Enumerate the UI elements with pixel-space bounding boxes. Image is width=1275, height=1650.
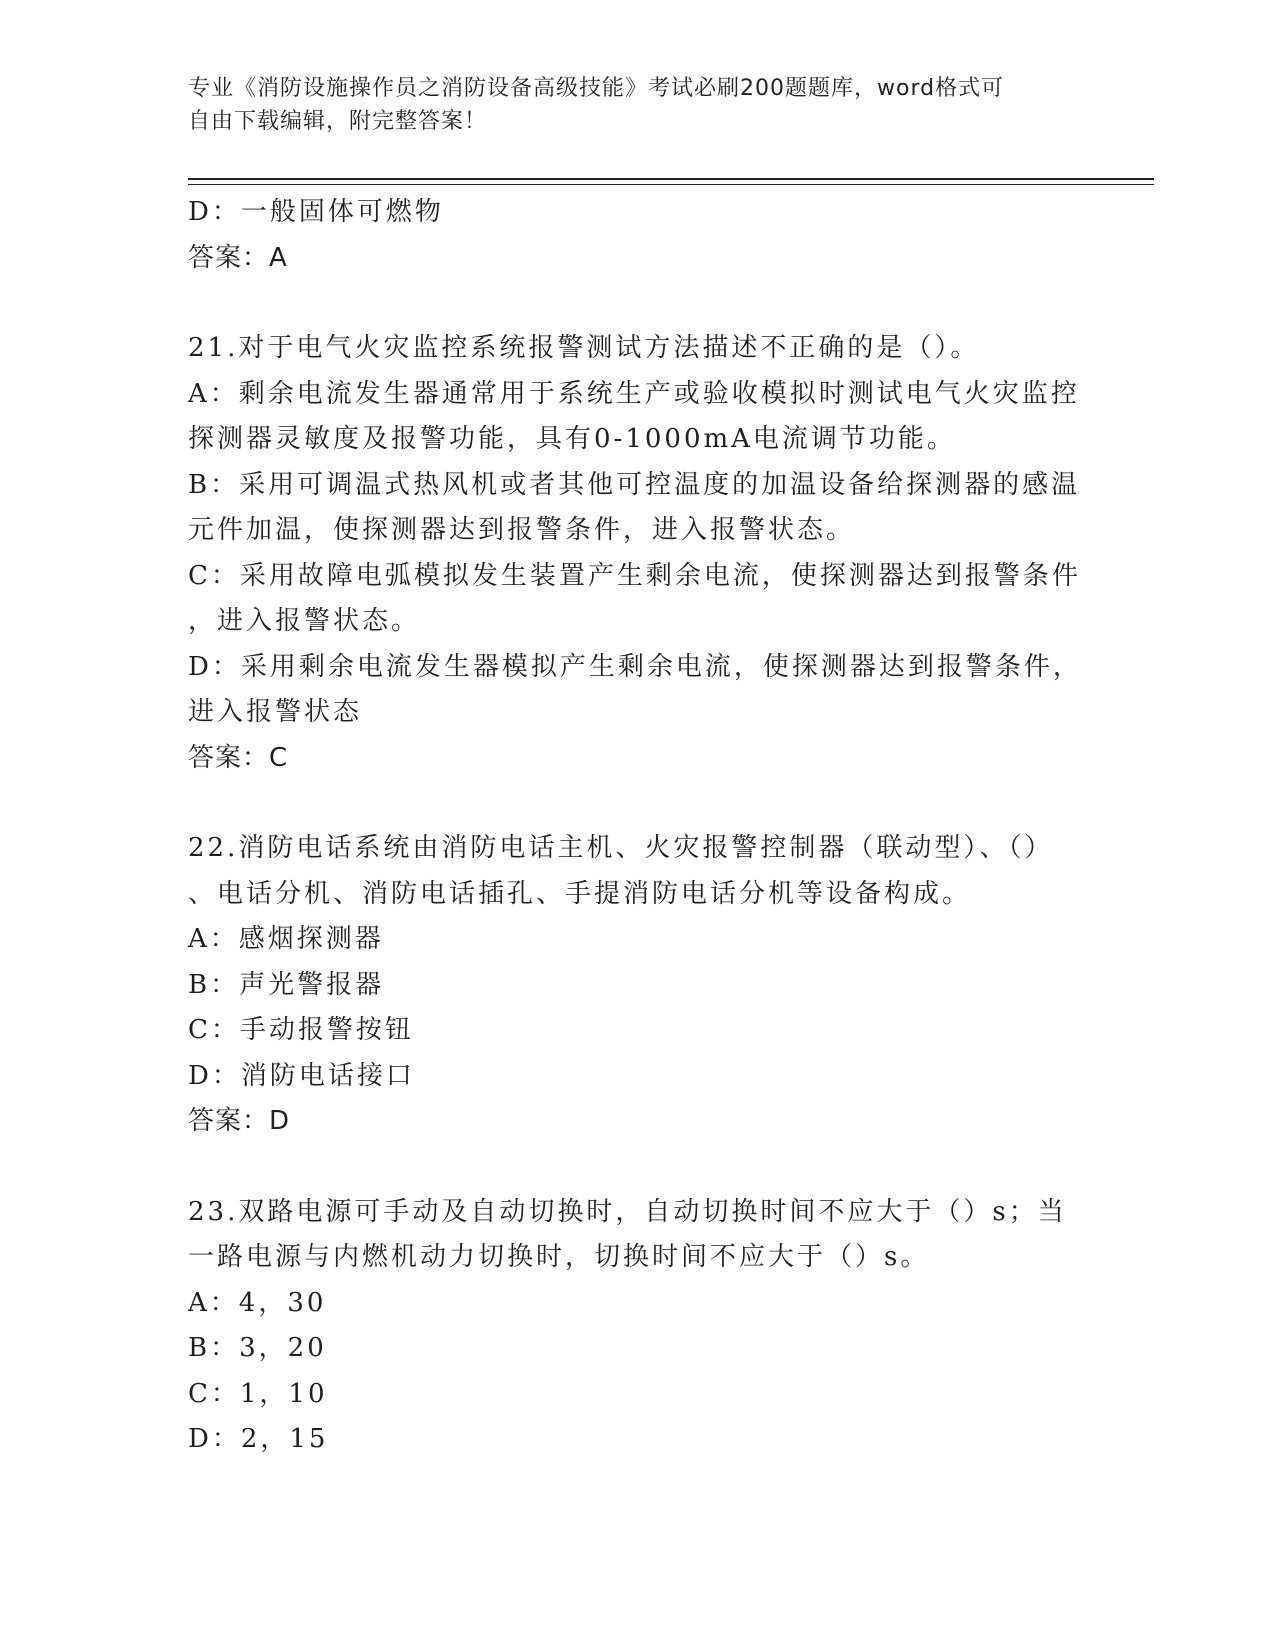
option-a-cont: 探测器灵敏度及报警功能，具有0-1000mA电流调节功能。 [188,424,956,454]
option-a: A：剩余电流发生器通常用于系统生产或验收模拟时测试电气火灾监控 [188,378,1080,409]
option-c: C：1，10 [188,1378,328,1409]
option-c-cont: ，进入报警状态。 [188,606,421,636]
option-d: D：采用剩余电流发生器模拟产生剩余电流，使探测器达到报警条件， [188,651,1082,682]
option-d-cont: 进入报警状态 [188,697,363,727]
header-line-1: 专业《消防设施操作员之消防设备高级技能》考试必刷200题题库，word格式可 [188,76,1005,101]
answer-line: 答案：A [188,242,288,273]
question-stem: 23.双路电源可手动及自动切换时，自动切换时间不应大于（）s；当 [188,1196,1067,1227]
option-a: A：4，30 [188,1287,327,1318]
spacer [188,281,1088,326]
option-a: A：感烟探测器 [188,924,384,954]
question-stem: 22.消防电话系统由消防电话主机、火灾报警控制器（联动型）、（） [188,833,1054,863]
spacer [188,781,1088,826]
document-header [188,72,1068,138]
question-23 [188,1190,1088,1463]
option-b: B：3，20 [188,1333,327,1363]
header-divider-thin [188,184,1154,185]
option-d: D：2，15 [188,1424,329,1454]
answer-line: 答案：D [188,1106,291,1136]
question-21 [188,326,1088,781]
option-d: D：消防电话接口 [188,1060,415,1091]
option-d: D：一般固体可燃物 [188,197,444,227]
option-b: B：声光警报器 [188,969,385,1000]
spacer [188,1145,1088,1190]
question-stem-cont: 、电话分机、消防电话插孔、手提消防电话分机等设备构成。 [188,878,972,909]
header-divider-thick [188,178,1154,180]
option-c: C：手动报警按钮 [188,1015,414,1045]
option-b-cont: 元件加温，使探测器达到报警条件，进入报警状态。 [188,515,856,545]
option-c: C：采用故障电弧模拟发生装置产生剩余电流，使探测器达到报警条件 [188,560,1081,591]
question-stem-cont: 一路电源与内燃机动力切换时，切换时间不应大于（）s。 [188,1242,930,1272]
header-line-2: 自由下载编辑，附完整答案！ [188,109,488,134]
option-b: B：采用可调温式热风机或者其他可控温度的加温设备给探测器的感温 [188,469,1081,500]
answer-line: 答案：C [188,742,289,773]
document-body [188,190,1088,1463]
question-20-tail [188,190,1088,281]
question-stem: 21.对于电气火灾监控系统报警测试方法描述不正确的是（）。 [188,333,980,363]
question-22 [188,826,1088,1145]
